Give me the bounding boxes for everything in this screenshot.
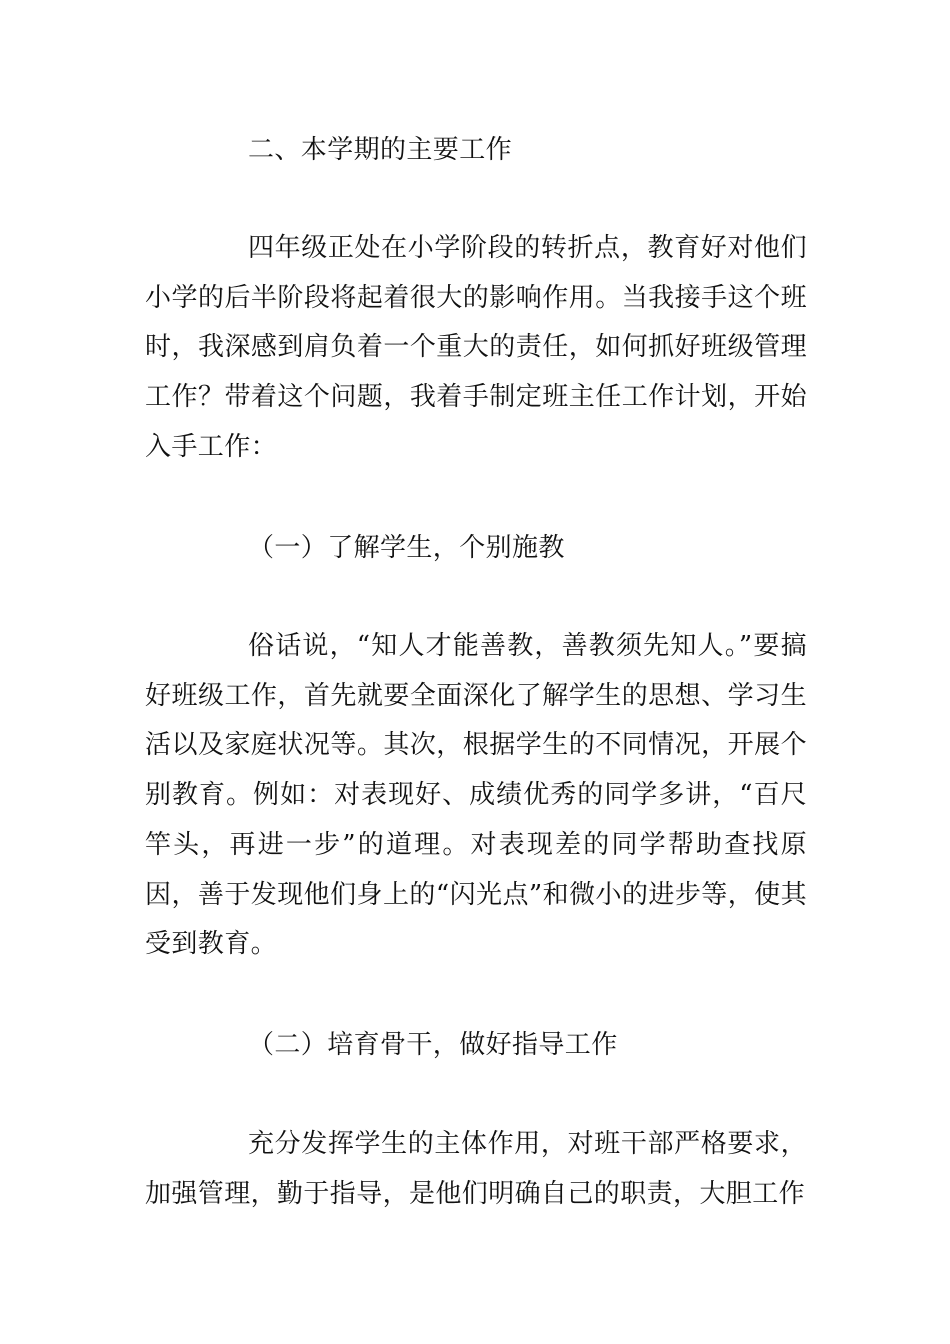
subsection-2-paragraph: 充分发挥学生的主体作用，对班干部严格要求，加强管理，勤于指导，是他们明确自己的职责，大胆工作	[145, 1129, 807, 1209]
subsection-1-paragraph: 俗话说，“知人才能善教，善教须先知人。”要搞好班级工作，首先就要全面深化了解学生的思想、学习生活以及家庭状况等。其次，根据学生的不同情况，开展个别教育。例如：对表现好、成绩优秀的同学多讲，“百尺竿头，再进一步”的道理。对表现差的同学帮助查找原因，善于发现他们身上的“闪光点”和微小的进步等，使其受到教育。	[145, 631, 807, 960]
section-heading: 二、本学期的主要工作	[248, 135, 513, 165]
intro-paragraph: 四年级正处在小学阶段的转折点，教育好对他们小学的后半阶段将起着很大的影响作用。当我接手这个班时，我深感到肩负着一个重大的责任，如何抓好班级管理工作？带着这个问题，我着手制定班主任工作计划，开始入手工作：	[145, 233, 807, 462]
subsection-1-heading: （一）了解学生，个别施教	[248, 533, 565, 563]
subsection-2-heading: （二）培育骨干，做好指导工作	[248, 1030, 618, 1060]
